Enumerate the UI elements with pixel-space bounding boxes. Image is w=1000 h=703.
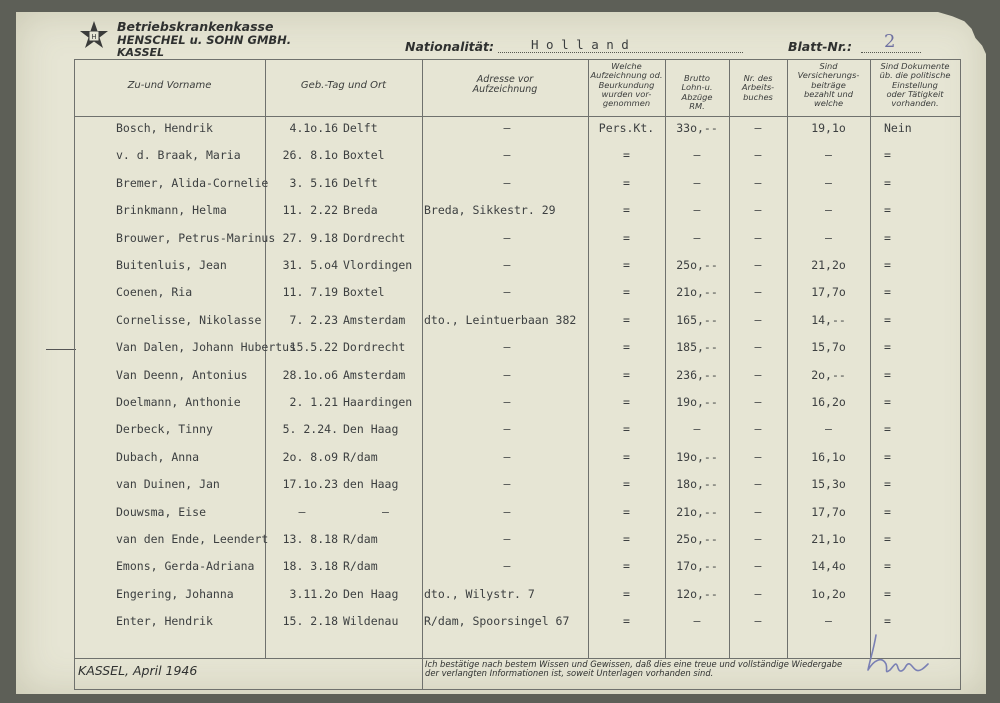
- cell-workbook: –: [754, 121, 762, 135]
- cell-name: van den Ende, Leendert: [116, 532, 269, 546]
- cell-workbook: –: [754, 395, 762, 409]
- cell-date: 15.5.22: [289, 340, 338, 355]
- col-header-insurance-l2: Versicherungs-: [797, 70, 860, 81]
- col-header-birth: Geb.-Tag und Ort: [300, 80, 387, 91]
- cell-political: =: [884, 285, 891, 300]
- star-logo-icon: [78, 20, 110, 52]
- table-row: [16, 558, 986, 578]
- cell-record: =: [623, 175, 630, 190]
- cell-wage: 165,--: [676, 312, 718, 327]
- cell-wage: –: [693, 175, 701, 190]
- cell-place: Boxtel: [343, 148, 385, 163]
- cell-record: =: [623, 559, 630, 574]
- col-header-address-l2: Aufzeichnung: [472, 84, 538, 95]
- col-header-workbook: [729, 74, 787, 102]
- cell-name: Coenen, Ria: [116, 285, 193, 300]
- cell-address: –: [503, 477, 511, 492]
- col-header-workbook-l2: Arbeits-: [741, 82, 775, 93]
- cell-workbook: –: [754, 477, 762, 492]
- cell-name: Emons, Gerda-Adriana: [116, 559, 255, 574]
- cell-workbook: –: [754, 175, 762, 190]
- cell-political: =: [884, 148, 891, 163]
- cell-address: dto., Wilystr. 7: [424, 586, 535, 601]
- cell-date: 11. 2.22: [282, 203, 338, 218]
- cell-date: 18. 3.18: [282, 559, 338, 574]
- col-header-wage: [665, 74, 729, 111]
- table-row: [16, 339, 986, 359]
- cell-insurance: –: [825, 230, 832, 245]
- cell-place: Delft: [343, 121, 378, 135]
- cell-insurance: 17,7o: [811, 504, 846, 519]
- table-row: [16, 394, 986, 414]
- cell-political: =: [884, 449, 891, 464]
- cell-wage: –: [693, 614, 701, 629]
- cell-insurance: 15,7o: [811, 340, 846, 355]
- cell-name: Buitenluis, Jean: [116, 258, 227, 272]
- cell-political: =: [884, 258, 891, 272]
- cell-political: =: [884, 586, 891, 601]
- cell-date: 3.11.2o: [289, 586, 338, 601]
- cell-insurance: 19,1o: [811, 121, 846, 135]
- col-header-insurance: [787, 62, 870, 108]
- cell-name: Engering, Johanna: [116, 586, 234, 601]
- cell-insurance: 1o,2o: [811, 586, 846, 601]
- cell-date: 5. 2.24.: [282, 422, 338, 437]
- footer-declaration: [425, 660, 842, 678]
- handwritten-signature: [864, 630, 934, 682]
- cell-insurance: 16,2o: [811, 395, 846, 409]
- cell-record: =: [623, 230, 630, 245]
- cell-insurance: –: [825, 422, 832, 437]
- cell-workbook: –: [754, 614, 762, 629]
- cell-record: =: [623, 395, 630, 409]
- cell-political: =: [884, 230, 891, 245]
- table-row: [16, 586, 986, 606]
- cell-workbook: –: [754, 340, 762, 355]
- cell-address: –: [503, 395, 511, 409]
- col-header-political-l3: Einstellung: [892, 79, 938, 90]
- cell-record: =: [623, 586, 630, 601]
- cell-address: dto., Leintuerbaan 382: [424, 312, 577, 327]
- cell-address: R/dam, Spoorsingel 67: [424, 614, 570, 629]
- table-row: [16, 312, 986, 332]
- nationality-dotline: [498, 52, 743, 53]
- cell-wage: 19o,--: [676, 449, 718, 464]
- cell-record: =: [623, 614, 630, 629]
- col-header-political: [870, 62, 960, 108]
- cell-record: =: [623, 532, 630, 546]
- nationality-label: Nationalität:: [405, 39, 495, 54]
- cell-political: =: [884, 367, 891, 382]
- col-header-address-l1: Adresse vor: [476, 74, 534, 85]
- table-row: [16, 504, 986, 524]
- cell-record: =: [623, 422, 630, 437]
- cell-record: =: [623, 340, 630, 355]
- cell-place: Amsterdam: [343, 367, 406, 382]
- cell-name: van Duinen, Jan: [116, 477, 220, 492]
- col-header-insurance-l4: bezahlt und: [803, 88, 854, 99]
- col-header-record-l3: Beurkundung: [598, 79, 655, 90]
- cell-record: Pers.Kt.: [598, 121, 655, 135]
- cell-record: =: [623, 504, 630, 519]
- cell-date: –: [298, 504, 306, 519]
- cell-wage: 33o,--: [676, 121, 718, 135]
- cell-address: –: [503, 230, 511, 245]
- table-row: [16, 449, 986, 469]
- nationality-value: H o l l a n d: [531, 37, 629, 52]
- cell-place: Haardingen: [343, 395, 413, 409]
- cell-wage: 25o,--: [676, 532, 718, 546]
- cell-date: 11. 7.19: [282, 285, 338, 300]
- cell-name: Douwsma, Eise: [116, 504, 207, 519]
- cell-workbook: –: [754, 586, 762, 601]
- cell-wage: 21o,--: [676, 285, 718, 300]
- table-row: [16, 120, 986, 140]
- cell-wage: 25o,--: [676, 258, 718, 272]
- table-top-border: [74, 59, 961, 60]
- cell-record: =: [623, 285, 630, 300]
- table-row: [16, 367, 986, 387]
- table-row: [16, 257, 986, 277]
- cell-name: Brouwer, Petrus-Marinus: [116, 230, 276, 245]
- cell-place: Amsterdam: [343, 312, 406, 327]
- cell-insurance: –: [825, 148, 832, 163]
- cell-date: 31. 5.o4: [282, 258, 338, 272]
- cell-record: =: [623, 477, 630, 492]
- sheet-dotline: [861, 52, 921, 53]
- cell-insurance: 15,3o: [811, 477, 846, 492]
- cell-insurance: 2o,--: [811, 367, 846, 382]
- cell-date: 13. 8.18: [282, 532, 338, 546]
- cell-name: Enter, Hendrik: [116, 614, 213, 629]
- cell-date: 2. 1.21: [289, 395, 338, 409]
- cell-workbook: –: [754, 312, 762, 327]
- cell-place: Vlordingen: [343, 258, 413, 272]
- cell-place: Wildenau: [343, 614, 399, 629]
- cell-wage: 18o,--: [676, 477, 718, 492]
- col-header-political-l1: Sind Dokumente: [880, 61, 950, 71]
- cell-wage: 236,--: [676, 367, 718, 382]
- cell-workbook: –: [754, 559, 762, 574]
- cell-political: Nein: [884, 121, 912, 135]
- cell-workbook: –: [754, 203, 762, 218]
- cell-wage: –: [693, 422, 701, 437]
- cell-address: –: [503, 449, 511, 464]
- cell-insurance: –: [825, 175, 832, 190]
- col-header-political-l2: üb. die politische: [879, 70, 951, 81]
- cell-date: 3. 5.16: [289, 175, 338, 190]
- table-header-border: [74, 116, 961, 117]
- cell-address: –: [503, 121, 511, 135]
- cell-workbook: –: [754, 422, 762, 437]
- cell-workbook: –: [754, 230, 762, 245]
- cell-place: Den Haag: [343, 422, 399, 437]
- cell-place: Den Haag: [343, 586, 399, 601]
- cell-insurance: –: [825, 614, 832, 629]
- cell-workbook: –: [754, 367, 762, 382]
- col-header-name: Zu-und Vorname: [127, 80, 212, 91]
- cell-place: Delft: [343, 175, 378, 190]
- cell-wage: –: [693, 203, 701, 218]
- cell-address: –: [503, 422, 511, 437]
- cell-place: Boxtel: [343, 285, 385, 300]
- cell-date: 27. 9.18: [282, 230, 338, 245]
- cell-insurance: 21,2o: [811, 258, 846, 272]
- cell-record: =: [623, 203, 630, 218]
- cell-wage: –: [693, 230, 701, 245]
- cell-wage: –: [693, 148, 701, 163]
- table-row: [16, 613, 986, 633]
- cell-workbook: –: [754, 285, 762, 300]
- cell-name: Dubach, Anna: [116, 449, 200, 464]
- col-header-insurance-l5: welche: [813, 98, 844, 109]
- table-row: [16, 421, 986, 441]
- cell-political: =: [884, 614, 891, 629]
- col-header-record-l2: Aufzeichnung od.: [590, 70, 663, 81]
- cell-address: Breda, Sikkestr. 29: [424, 203, 556, 218]
- cell-place: R/dam: [343, 559, 378, 574]
- col-header-record-l4: wurden vor-: [601, 88, 652, 99]
- torn-corner: [938, 12, 986, 54]
- cell-address: –: [503, 258, 511, 272]
- company-line2: HENSCHEL u. SOHN GMBH.: [117, 33, 292, 47]
- table-row: [16, 202, 986, 222]
- document-sheet: [16, 12, 986, 694]
- cell-political: =: [884, 203, 891, 218]
- cell-political: =: [884, 532, 891, 546]
- cell-place: –: [382, 504, 389, 519]
- cell-political: =: [884, 340, 891, 355]
- company-line1: Betriebskrankenkasse: [117, 19, 274, 34]
- cell-wage: 12o,--: [676, 586, 718, 601]
- company-line3: KASSEL: [117, 46, 165, 59]
- cell-place: Dordrecht: [343, 340, 406, 355]
- cell-name: Brinkmann, Helma: [116, 203, 227, 218]
- cell-place: R/dam: [343, 449, 378, 464]
- cell-record: =: [623, 367, 630, 382]
- cell-name: v. d. Braak, Maria: [116, 148, 241, 163]
- cell-address: –: [503, 148, 511, 163]
- cell-address: –: [503, 504, 511, 519]
- sheet-label: Blatt-Nr.:: [788, 39, 852, 54]
- footer-declaration-l1: Ich bestätige nach bestem Wissen und Gewissen, daß dies eine treue und vollständige Wiedergabe: [425, 659, 843, 669]
- cell-address: –: [503, 175, 511, 190]
- cell-date: 4.1o.16: [289, 121, 338, 135]
- cell-name: Van Deenn, Antonius: [116, 367, 248, 382]
- cell-name: Bosch, Hendrik: [116, 121, 213, 135]
- cell-wage: 185,--: [676, 340, 718, 355]
- cell-date: 26. 8.1o: [282, 148, 338, 163]
- table-row: [16, 476, 986, 496]
- cell-insurance: 14,--: [811, 312, 846, 327]
- cell-name: Bremer, Alida-Cornelie: [116, 175, 269, 190]
- col-header-wage-l1: Brutto: [684, 73, 710, 83]
- cell-political: =: [884, 504, 891, 519]
- cell-insurance: 17,7o: [811, 285, 846, 300]
- col-header-wage-l4: RM.: [689, 100, 705, 111]
- cell-political: =: [884, 395, 891, 409]
- col-header-insurance-l1: Sind: [819, 61, 838, 71]
- cell-date: 17.1o.23: [282, 477, 338, 492]
- footer-declaration-l2: der verlangten Informationen ist, soweit Unterlagen vorhanden sind.: [425, 668, 714, 678]
- cell-workbook: –: [754, 258, 762, 272]
- cell-workbook: –: [754, 449, 762, 464]
- cell-insurance: 16,1o: [811, 449, 846, 464]
- cell-record: =: [623, 449, 630, 464]
- cell-name: Cornelisse, Nikolasse: [116, 312, 262, 327]
- col-header-workbook-l3: buches: [743, 91, 773, 102]
- page-bottom-border: [74, 689, 961, 690]
- cell-place: R/dam: [343, 532, 378, 546]
- cell-date: 15. 2.18: [282, 614, 338, 629]
- cell-workbook: –: [754, 504, 762, 519]
- table-row: [16, 147, 986, 167]
- cell-wage: 21o,--: [676, 504, 718, 519]
- col-header-address: [422, 75, 588, 95]
- cell-address: –: [503, 340, 511, 355]
- sheet-number: 2: [884, 31, 896, 52]
- col-header-insurance-l3: beiträge: [811, 79, 846, 90]
- col-header-workbook-l1: Nr. des: [743, 73, 773, 83]
- table-row: [16, 230, 986, 250]
- col-header-wage-l2: Lohn-u.: [681, 82, 713, 93]
- cell-address: –: [503, 532, 511, 546]
- cell-place: Breda: [343, 203, 378, 218]
- cell-workbook: –: [754, 148, 762, 163]
- cell-date: 2o. 8.o9: [282, 449, 338, 464]
- cell-address: –: [503, 559, 511, 574]
- table-row: [16, 175, 986, 195]
- cell-name: Derbeck, Tinny: [116, 422, 213, 437]
- cell-place: den Haag: [343, 477, 399, 492]
- svg-text:H: H: [91, 33, 97, 41]
- cell-political: =: [884, 559, 891, 574]
- cell-record: =: [623, 148, 630, 163]
- cell-address: –: [503, 367, 511, 382]
- cell-name: Van Dalen, Johann Hubertus: [116, 340, 297, 355]
- cell-workbook: –: [754, 532, 762, 546]
- cell-wage: 17o,--: [676, 559, 718, 574]
- cell-place: Dordrecht: [343, 230, 406, 245]
- cell-political: =: [884, 312, 891, 327]
- col-header-wage-l3: Abzüge: [681, 91, 713, 102]
- cell-record: =: [623, 258, 630, 272]
- cell-wage: 19o,--: [676, 395, 718, 409]
- cell-name: Doelmann, Anthonie: [116, 395, 241, 409]
- cell-address: –: [503, 285, 511, 300]
- cell-political: =: [884, 477, 891, 492]
- col-header-record-l5: genommen: [602, 98, 651, 109]
- cell-political: =: [884, 422, 891, 437]
- cell-date: 28.1o.o6: [282, 367, 338, 382]
- col-header-political-l5: vorhanden.: [891, 98, 939, 109]
- cell-insurance: –: [825, 203, 832, 218]
- footer-place-date: KASSEL, April 1946: [78, 663, 198, 678]
- cell-date: 7. 2.23: [289, 312, 338, 327]
- cell-political: =: [884, 175, 891, 190]
- cell-insurance: 21,1o: [811, 532, 846, 546]
- table-row: [16, 284, 986, 304]
- cell-record: =: [623, 312, 630, 327]
- col-header-record-l1: Welche: [611, 61, 642, 71]
- col-header-record: [588, 62, 665, 108]
- table-row: [16, 531, 986, 551]
- col-header-political-l4: oder Tätigkeit: [886, 88, 944, 99]
- cell-insurance: 14,4o: [811, 559, 846, 574]
